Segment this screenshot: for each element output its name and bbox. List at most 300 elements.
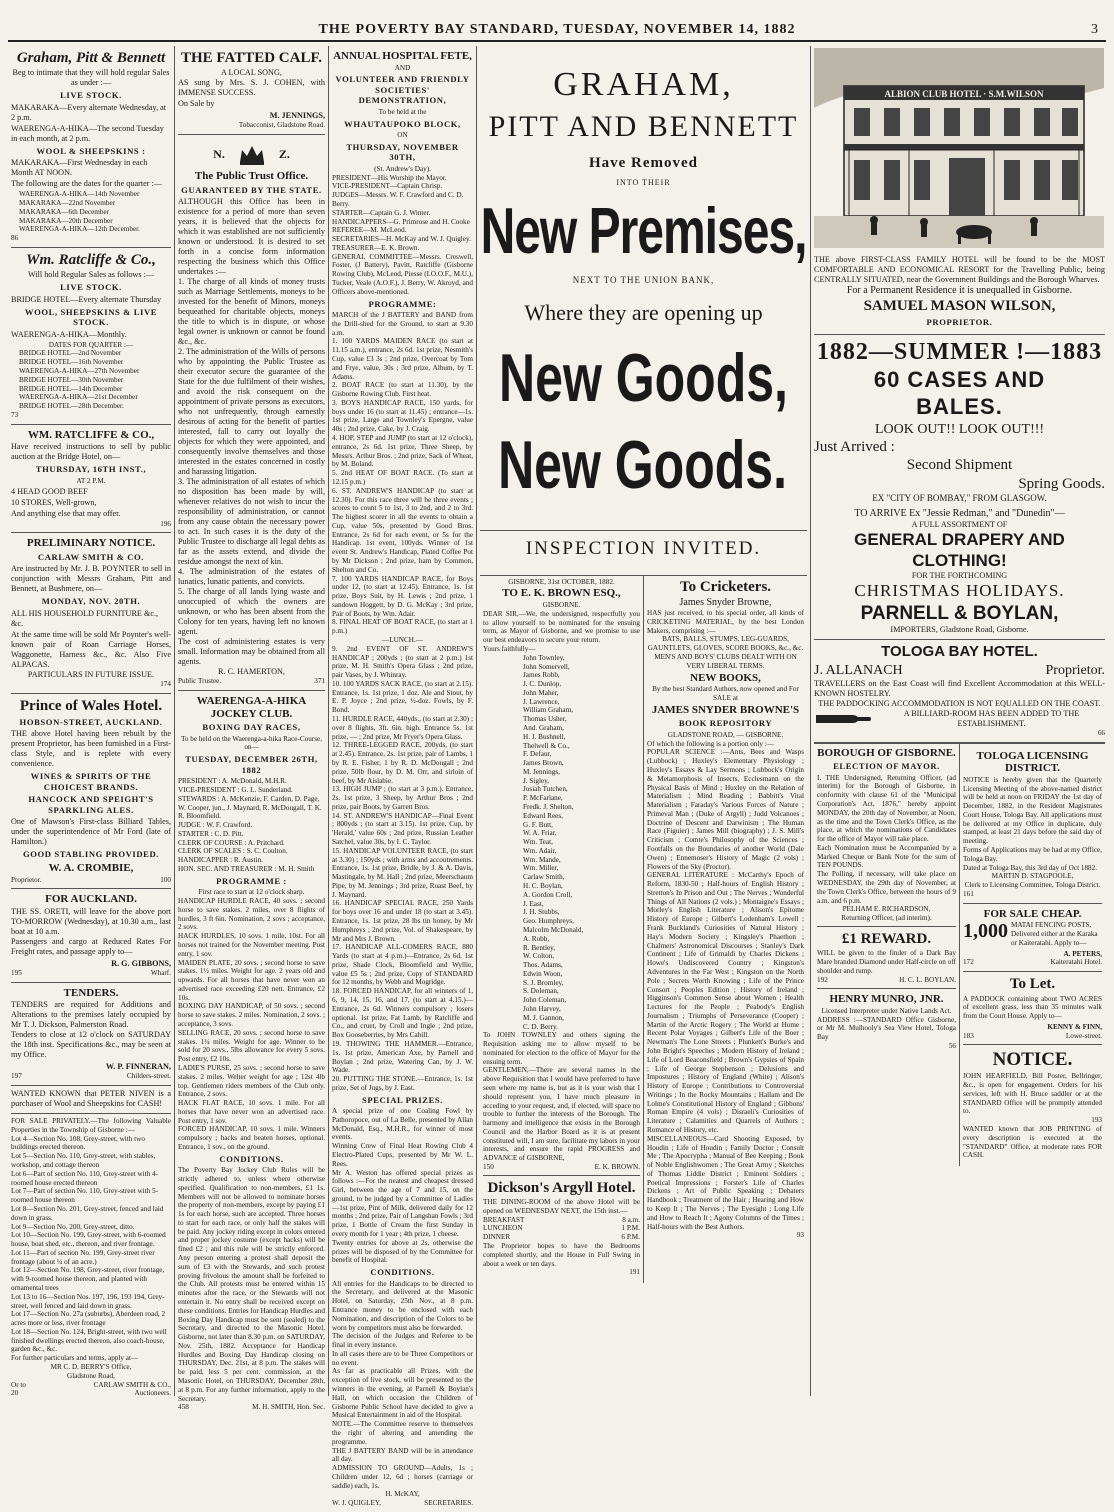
ad-text: HAS just received, to his special order, all kinds of CRICKETING MATERIAL, by the best London Makers, comprising :—	[647, 609, 804, 635]
ad-subheading: LIVE STOCK.	[60, 282, 122, 293]
agent-name: MR C. D. BERRY'S Office,	[50, 1363, 132, 1372]
summer-line-6: Second Shipment	[906, 457, 1013, 474]
signatory-name: G. F. Butt,	[523, 820, 553, 829]
date-item: BRIDGE HOTEL—16th November	[19, 358, 124, 367]
summer-line-15: IMPORTERS, Gladstone Road, Gisborne.	[890, 625, 1029, 635]
ad-text: WANTED KNOWN that PETER NIVEN is a purchaser of Wool and Sheepskins for CASH!	[11, 1089, 171, 1109]
summer-line-3: BALES.	[916, 394, 1003, 420]
ad-text: WAERENGA-A-HIKA—Monthly.	[11, 329, 127, 339]
event-item: 17. HANDICAP ALL-COMERS RACE, 880 Yards (to start at 4 p.m.)—Entrance, 2s 6d. 1st prize, Shade Clock, Bloomfield and Wyllie, value £5 5s ; 2nd prize, Copy of STANDARD for 12 months, by Webb and Mogridge.	[332, 943, 473, 987]
ad-text: WANTED known that JOB PRINTING of every description is executed at the "STANDARD" Office, at moderate rates FOR CASH.	[963, 1124, 1102, 1160]
ad-tologa-bay-hotel	[814, 640, 1105, 742]
seller-name: M. JENNINGS,	[269, 111, 325, 121]
race-date: TUESDAY, DECEMBER 26TH, 1882	[185, 754, 318, 775]
signatory: H. McKAY,	[385, 1490, 420, 1499]
crest-row	[178, 142, 325, 166]
signatory-name: H. J. Bushnell,	[523, 732, 566, 741]
ad-notice	[963, 1045, 1102, 1164]
shop-address: GLADSTONE ROAD, — GISBORNE.	[667, 730, 784, 739]
ad-text: THE above FIRST-CLASS FAMILY HOTEL will be found to be the MOST COMFORTABLE AND ECONOMICAL RESORT for the Travelling Public, being CENTRALLY SITUATED, near the Government Buildings and the Borough Wharves.	[814, 255, 1105, 284]
seller-role: Tobacconist, Gladstone Road.	[238, 121, 325, 130]
ad-footer	[817, 976, 956, 985]
auction-time: AT 2 P.M.	[76, 476, 106, 485]
event-item: 1. 100 YARDS MAIDEN RACE (to start at 11.15 a.m.), entrance, 2s 6d. 1st prize, Nesmith's Cup, value £3 3s ; 2nd prize, Overcoat by Tom and Frye, value, 30s ; 3rd prize, Album, by T. Adams.	[332, 337, 473, 381]
ad-text: 5. The charge of all lands lying waste and unoccupied of which the owners are unknown, or who has been absent from the Colony for ten years, having left no known agent.	[178, 587, 325, 637]
column-4	[476, 46, 810, 1396]
ad-title: To Cricketers.	[679, 578, 772, 595]
ad-lead: Beg to intimate that they will hold regular Sales as under :—	[12, 68, 170, 88]
ad-text: NOTICE is hereby given that the Quarterly Licensing Meeting of the above-named district will be held at noon on FRIDAY the 1st day of December, 1882, in the Resident Magistrates Court House, Tologa Bay. All applications must be delivered at my Office in duplicate, duly stamped, at least 21 days before the said day of meeting.	[963, 775, 1102, 846]
summer-line-2: 60 CASES AND	[873, 367, 1046, 393]
ad-text: Have received instructions to sell by public auction at the Bridge Hotel, on—	[11, 442, 171, 462]
agent-name: CARLAW SMITH & CO.,	[93, 1380, 171, 1389]
summer-line-4: LOOK OUT!! LOOK OUT!!!	[874, 421, 1045, 437]
programme-heading: PROGRAMME :	[216, 875, 287, 886]
signatory-name: James Brown,	[523, 759, 564, 768]
ad-public-trust-office	[178, 135, 325, 691]
ad-text: NOTE.—The Committee reserve to themselves the right of altering and amending the programme.	[332, 1420, 473, 1446]
ad-text: THE above Hotel having been rebuilt by the present Proprietor, has been furnished in a First-class Style, and is replete with every convenience.	[11, 729, 171, 769]
date-item: MAKARAKA—6th December	[19, 207, 110, 216]
agent-role: Auctioneers.	[134, 1389, 171, 1398]
ad-title: NOTICE.	[992, 1049, 1073, 1071]
book-list: POPULAR SCIENCE :—Ants, Bees and Wasps (Lubbock) ; Huxley's Elementary Physiology ; Huxley's Essays & Lay Sermons ; Lubbock's Origin & Metamorphosis of Insects, Ecclesmann on the Physical Basis of Mind ; Huxley on the Relation of Materialism ; Mind Reading ; Babbitt's Vital Materialism ; Faraday's Various Forces of Nature ; Primeval Man ; (Duke of Argyll) ; Judd Volcanoes ; Doctrine of Descent and Darwinism ; The Human Race (Figuier) ; James Mill (biography) ; J. S. Mill's Criticism ; Comte's Philosophy of the Sciences ; Footfalls on the Boundaries of another World (Dale Owen) ; Ennemoser's History of Magic (2 vols) ; Flowers of the Sky (Proctor).	[647, 748, 804, 871]
officer-item: HON. SEC. AND TREASURER : M. H. Smith	[178, 865, 315, 874]
meal-time: 6 P.M.	[621, 1233, 640, 1242]
ad-licensing-district	[963, 746, 1102, 904]
ad-text: Mr A. Weston has offered special prizes as follows :—For the neatest and cheapest dressed Girl, between the age of 7 and 15, on the ground, to be judged by a Committee of Ladies—1st prize, Pint of Milk, delivered daily for 12 months ; 2nd prize, Pair of Langshan Fowls ; 3rd prize, 1 Bottle of Cream the first Sunday in every month for 1 year ; 4th prize, 1 cheese.	[332, 1168, 473, 1239]
graham-line-4: INTO THEIR	[616, 178, 671, 188]
ad-on: ON	[397, 131, 408, 140]
ad-text: WINES & SPIRITS OF THE CHOICEST BRANDS.	[30, 771, 152, 792]
proprietor-name: J. ALLANACH	[814, 662, 903, 678]
programme-heading: PROGRAMME:	[368, 298, 437, 309]
lot-item: Lot 7—Part of section No. 110, Grey-street with 5-roomed house thereon	[11, 1187, 159, 1205]
graham-line-10: INSPECTION INVITED.	[480, 530, 807, 560]
meal-time: 1 P.M.	[621, 1224, 640, 1233]
ad-text: ADDRESS :—STANDARD Office Gisborne, or Mr M. Mulhooly's Sea View Hotel, Tologa Bay	[817, 1015, 956, 1042]
sale-date: MONDAY, NOV. 20TH.	[41, 596, 141, 607]
signatory-name: J. East,	[523, 899, 544, 908]
ad-text: To be held on the Waerenga-a-hika Race-Course, on—	[180, 734, 323, 752]
ad-and: AND	[394, 63, 411, 72]
ad-text: All entries for the Handicaps to be directed to the Secretary, and delivered at the Masonic Hotel, on Saturday, 25th Nov., at 8 p.m. Entrance money to be enclosed with each Nomination, and description of the Colors to be worn by competitors must also be forwarded.	[332, 1279, 473, 1332]
ad-number: 193	[1091, 1116, 1102, 1125]
lot-line: 4 HEAD GOOD BEEF	[11, 486, 88, 496]
ad-text: MAKARAKA—First Wednesday in each Month AT NOON.	[11, 158, 148, 178]
meal-row	[483, 1233, 640, 1242]
ad-number: 66	[1097, 728, 1105, 737]
signatory-name: W. Colton,	[523, 952, 555, 961]
signatory-name: H. C. Boylan,	[523, 882, 563, 891]
ad-text: THE PADDOCKING ACCOMMODATION IS NOT EQUALLED ON THE COAST.	[818, 698, 1101, 708]
ad-title: FOR SALE CHEAP.	[983, 907, 1082, 920]
ad-footer	[11, 1389, 171, 1398]
signatory-name: R. Bentley,	[523, 943, 556, 952]
ad-subheading: LIVE STOCK.	[60, 90, 122, 101]
ad-title: THE FATTED CALF.	[181, 50, 322, 66]
event-item: —LUNCH.—	[382, 636, 423, 644]
meal-row	[483, 1224, 640, 1233]
ad-text: THE SS. ORETI, will leave for the above port TO-MORROW (Wednesday), at 10.30 a.m., last boat at 10 a.m.	[11, 906, 171, 936]
meal-name: DINNER	[483, 1233, 511, 1242]
summer-line-1: 1882—SUMMER !—1883	[816, 338, 1103, 365]
column-2	[174, 46, 328, 1412]
ad-subheading: GUARANTEED BY THE STATE.	[181, 184, 322, 195]
officer-item: STARTER : C. D. Pitt.	[178, 829, 244, 838]
signatory-name: Josiah Tutchen,	[523, 785, 568, 794]
ad-text: A BILLIARD-ROOM HAS BEEN ADDED TO THE ESTABLISHMENT.	[903, 708, 1080, 728]
signatory-name: S. Doleman,	[523, 987, 559, 996]
ad-text: Yours faithfully—	[483, 644, 536, 653]
event-item: 6. ST. ANDREW'S HANDICAP (to start at 12.30). For this race three will be three events ; scores to count 5 to 1st, 3 to 2nd, and 2 to 3rd. The highest scorer in all the events to obtain a Cup, value 50s, presented by Good Bros. Entrance, 2s 6d for each event, or 5s for the Handicap. 1st event, 100yds. Winner of 1st event St. Andrew's Handicap, Plated Coffee Pot by Mr Dickson ; 2nd prize, ham by Common, Shelton and Co.	[332, 486, 473, 574]
event-item: 2. BOAT RACE (to start at 11.30), by the Gisborne Rowing Club. First heat.	[332, 381, 473, 399]
signatory: A. PETERS,	[1063, 949, 1102, 958]
proprietor-role: PROPRIETOR.	[926, 317, 993, 328]
signatory: PELHAM E. RICHARDSON,	[842, 905, 931, 914]
signatory-name: William Graham,	[523, 706, 574, 715]
summer-line-9: TO ARRIVE Ex "Jessie Redman," and "Dunedin"—	[854, 507, 1065, 519]
lot-line: 10 STORES, Well-grown,	[11, 497, 97, 507]
ad-text: By the best Standard Authors, now opened and For SALE at	[652, 685, 799, 702]
masthead	[0, 0, 1114, 44]
ad-text: Dated at Tologa Bay, this 3rd day of Oct 1882.	[963, 863, 1098, 872]
ad-text: Winning Crew of Final Heat Rowing Club 4 Electro-Plated Cups, presented by Mr W. L. Rees.	[332, 1142, 473, 1168]
signatory-name: John Harvey,	[523, 1004, 561, 1013]
signatory-name: J. H. Stubbs,	[523, 908, 560, 917]
column-5	[810, 46, 1108, 1396]
book-list: MISCELLANEOUS—Card Shooting Exposed, by Houdin ; Life of Houdin ; Family Doctor ; Consult Me ; The Apocrypha ; Manual of Bee Keeping ; Book of Noble Englishwomen ; The Great Army ; Sketches of Thomas Liddie District ; Eminent Soldiers ; Poetical Impressions ; Forster's Life of Charles Dickens ; Art of Public Speaking ; Debaters Handbook ; Treatment of the Hair ; Hearing and How to Keep It ; The Nerves ; The Eyesight ; Long Life and How to Reach It ; Agony Columns of the Times ; Half-hours with the Best Authors.	[647, 1134, 804, 1231]
ad-title: WM. RATCLIFFE & CO.,	[27, 428, 155, 441]
shop-subheading: BOOK REPOSITORY	[678, 718, 773, 729]
ad-footer	[11, 1381, 171, 1390]
ad-text: BRIDGE HOTEL—Every alternate Thursday	[11, 294, 162, 304]
ad-text: GOOD STABLING PROVIDED.	[22, 849, 160, 860]
ad-prince-of-wales-hotel	[11, 694, 171, 890]
special-prizes-heading: SPECIAL PRIZES.	[361, 1094, 444, 1105]
race-item: HACK FLAT RACE, 10 sovs. 1 mile. For all horses that have never won an advertised race. Post entry, 1 sov.	[178, 1099, 325, 1125]
ad-number: 93	[796, 1231, 804, 1240]
ad-title: WAERENGA-A-HIKA JOCKEY CLUB.	[196, 694, 307, 720]
event-item: 12. THREE-LEGGED RACE, 200yds, (to start at 2.45). Entrance, 2s. 1st prize, pair of Lambs, 1 by R. E. Fisher, 1 by R. D. McDougall ; 2nd prize, 50lb flour, by D. M. Orr, and sirloin of beef, by Mr Aislabie.	[332, 741, 473, 785]
signatory-name: John Coleman,	[523, 996, 567, 1005]
lot-item: Lot 18—Section No. 124, Bright-street, with two well finished dwellings erected thereon, also coach-house, garden &c., &c.	[11, 1327, 167, 1354]
agent-location: Wharf.	[150, 968, 171, 977]
officer-item: TREASURER—E. K. Brown.	[332, 243, 420, 252]
ad-footer	[963, 1032, 1102, 1041]
ad-footer	[11, 969, 171, 978]
ad-reward	[817, 926, 956, 989]
graham-line-8: New Goods,	[499, 340, 788, 417]
officer-item: PRESIDENT—His Worship the Mayor.	[332, 173, 447, 182]
signatory-name: Geo. Humphreys,	[523, 917, 574, 926]
officer-item: JUDGE : W. F. Crawford.	[178, 821, 253, 830]
signatory-name: M. Jennings,	[523, 767, 560, 776]
ad-text: Forms of Applications may be had at my Office, Tologa Bay.	[963, 846, 1102, 863]
ad-subheading: HOBSON-STREET, AUCKLAND.	[19, 716, 163, 727]
event-item: 10. 100 YARDS SACK RACE, (to start at 2.15). Entrance, 1s. 1st prize, 1 doz. Ale and Stout, by E. P. Joyce ; 2nd prize, ½-doz. Fowls, by F. Bond.	[332, 679, 473, 715]
officer-item: SECRETARIES—H. McKay and W. J. Quigley.	[332, 235, 471, 244]
masthead-title: THE POVERTY BAY STANDARD, TUESDAY, NOVEMBER 14, 1882	[318, 22, 796, 37]
signatory-name: James Robb,	[523, 671, 560, 680]
signatory-name: Malcolm McDonald,	[523, 925, 584, 934]
ad-number: 191	[629, 1268, 640, 1277]
shop-name: JAMES SNYDER BROWNE'S	[651, 703, 800, 716]
proprietor-role: Proprietor.	[1045, 662, 1105, 678]
event-item: 13. HIGH JUMP ; (to start at 3 p.m.). Entrance, 2s. 1st prize, 3 Sheep, by Arthur Bros ; 2nd prize, pair Boots, by Garrett Bros.	[332, 785, 473, 811]
ad-text: To be held at the	[378, 107, 427, 116]
ad-number: 183	[963, 1031, 974, 1040]
crest-letter: Z.	[278, 146, 290, 161]
ad-text: As far as practicable all Prizes, with the exception of live stock, will be presented to the winners in the evening, at Parnell & Boylan's Hall, on which occasion the Children of Gisborne Public School have decided to give a Musical Entertainment in aid of the Hospital.	[332, 1367, 473, 1420]
ad-text: Tenders to close at 12 o'clock on SATURDAY the 18th inst. Specifications &c., may be seen at my Office.	[11, 1030, 171, 1060]
officer-item: HANDICAPPER : R. Austin.	[178, 856, 263, 865]
ad-text: HANCOCK AND SPEIGHT'S SPARKLING ALES.	[28, 794, 154, 815]
ad-title: BOROUGH OF GISBORNE.	[817, 746, 956, 759]
ad-title: TOLOGA BAY HOTEL.	[881, 643, 1038, 661]
summer-line-7: Spring Goods.	[1018, 475, 1105, 492]
date-item: WAERENGA-A-HIKA—14th November	[19, 190, 140, 199]
ad-text: A special prize of one Coaling Fowl by Pathoropoce, out of La Belle, presented by Allan McDonald, Esq., M.H.R., for winner of most events.	[332, 1107, 473, 1142]
signatory-name: W. A. Friar,	[523, 829, 557, 838]
date-item: MAKARAKA—22nd November	[19, 199, 116, 207]
ad-subheading: BOXING DAY RACES,	[202, 722, 301, 733]
signatory-name: Thos. Adams,	[523, 961, 563, 970]
meal-name: BREAKFAST	[483, 1215, 525, 1224]
subcolumn-right	[959, 744, 1105, 1167]
signatory-name: Thomas Usher,	[523, 715, 567, 724]
event-item: 7. 100 YARDS HANDICAP RACE, for Boys under 12, (to start at 12.45). Entrance, 1s. 1st prize, Boys Suit, by H. Lewis ; 2nd prize, 1 sandown Hoggett, by D. G. McKay ; 3rd prize, Pair of Boots, by Wm. Adair.	[332, 574, 473, 618]
crown-icon	[237, 142, 267, 166]
subcolumn-right	[643, 576, 807, 1283]
ad-text: JOHN HEARFIELD, Bill Poster, Bellringer, &c., is open for engagement. Orders for his services, left with H. Bruce saddler or at the STANDARD Office will be promptly attended to.	[963, 1072, 1102, 1116]
ad-text: 1. The charge of all kinds of money trusts such as Marriage Settlements, moneys to be invested for the benefit of Minors, moneys bequeathed for charitable objects, moneys the title to which is in dispute, or whose legal owner is unknown or cannot be found &c., &c.	[178, 277, 325, 347]
ad-number: 150	[483, 1163, 494, 1172]
signatory-name: Fredk. J. Shelton,	[523, 803, 574, 812]
requisition-place: GISBORNE.	[542, 601, 581, 610]
ad-text: MAKARAKA—Every alternate Wednesday, at 2 p.m.	[11, 102, 167, 122]
ad-text: Of which the following is a portion only :—	[647, 739, 774, 748]
lot-item: Lot 5—Section No. 110, Grey-street, with stables, workshop, and cottage thereon	[11, 1152, 156, 1170]
firm-name: CARLAW SMITH & CO.	[37, 551, 145, 562]
signatory: E. K. BROWN.	[594, 1163, 640, 1172]
ad-hospital-fete	[332, 46, 473, 1512]
ad-title: The Public Trust Office.	[194, 170, 309, 183]
ad-text: Licensed Interpreter under Native Lands Act.	[821, 1006, 952, 1015]
signatory: W. P. FINNERAN,	[105, 1062, 171, 1072]
ad-text: 4. The administration of the estates of lunatics, lunatic patients, and convicts.	[178, 567, 325, 587]
agent-address: Gladstone Road,	[67, 1371, 115, 1380]
ad-footer	[11, 1072, 171, 1081]
ad-text: Each Nomination must be Accompanied by a Marked Cheque or Bank Note for the sum of TEN POUNDS.	[817, 843, 956, 870]
summer-line-14: PARNELL & BOYLAN,	[860, 603, 1059, 625]
signatory-name: M. J. Gannon,	[523, 1013, 564, 1022]
books-heading: NEW BOOKS,	[690, 671, 761, 684]
ad-text: Passengers and cargo at Reduced Rates For Freight rates, and passage apply to—	[11, 936, 171, 956]
ad-for-auckland	[11, 889, 171, 982]
ad-text: The cost of administering estates is very small. Information may be obtained from all agents.	[178, 637, 325, 667]
ad-number: 371	[314, 677, 325, 686]
merchant-name: James Snyder Browne,	[679, 596, 772, 608]
column-3	[328, 46, 476, 1508]
column-1	[8, 46, 174, 1396]
ad-ratcliffe-livestock	[11, 248, 171, 425]
signatory-location: Kaiteratahi Hotel.	[1050, 958, 1102, 967]
proprietor-role: Proprietor.	[11, 875, 42, 884]
ad-dickson-argyll-hotel	[483, 1175, 640, 1281]
graham-line-7: Where they are opening up	[524, 299, 763, 325]
graham-line-6: NEXT TO THE UNION BANK,	[572, 274, 715, 285]
page-number: 3	[1091, 22, 1098, 37]
ad-number: 100	[160, 875, 171, 884]
signatory-role: Returning Officer, (ad interim).	[841, 914, 932, 923]
requisition-title: TO E. K. BROWN ESQ.,	[502, 587, 621, 600]
ad-text: AS sung by Mrs. S. J. COHEN, with IMMENSE SUCCESS.	[178, 78, 325, 98]
proprietor-row	[814, 662, 1105, 679]
ad-tenders	[11, 983, 171, 1086]
billiard-row	[814, 709, 1105, 729]
ad-number: 56	[948, 1042, 956, 1051]
signatory-name: Wm. Adair,	[523, 846, 557, 855]
ad-text: DEAR SIR,—We, the undersigned, respectfully you to allow yourself to be nominated for the ensuing term, as Mayor of Gisborne, and we promise to use our best endeavors to secure your return.	[483, 609, 640, 645]
signatory-name: J. C. Dunlop,	[523, 680, 562, 689]
ad-text: MATAI FENCING POSTS, Delivered either at the Karaka or Kaiteratahi. Apply to—	[1011, 921, 1098, 947]
ad-subheading: ELECTION OF MAYOR.	[833, 761, 940, 772]
race-item: MAIDEN PLATE, 20 sovs. ; second horse to save stakes. 1½ miles. Weight for age. 2 years old and upwards. For all horses that have never won an advertised race exceeding £20 nett. Entrance, £2 10s.	[178, 958, 325, 1002]
ad-title: HENRY MUNRO, JNR.	[829, 993, 944, 1006]
ad-text: For further particulars and terms, apply at—	[11, 1354, 139, 1363]
ad-footer	[178, 677, 325, 686]
ad-text: BATS, BALLS, STUMPS, LEG-GUARDS, GAUNTLETS, GLOVES, SCORE BOOKS, &c., &c.	[647, 635, 804, 653]
conditions-heading: CONDITIONS.	[219, 1153, 284, 1164]
officer-item: JUDGES—Messrs. W. F. Crawford and C. D. Berry.	[332, 191, 464, 209]
lot-item: Lot 6—Part of section No. 110, Grey-street with 4-roomed house erected thereon	[11, 1169, 159, 1187]
ad-title: Dickson's Argyll Hotel.	[487, 1179, 636, 1196]
summer-line-8: EX "CITY OF BOMBAY," FROM GLASGOW.	[872, 492, 1047, 503]
ad-footer	[483, 1163, 640, 1172]
ad-text: The following are the dates for the quarter :—	[11, 179, 162, 189]
race-item: LADIE'S PURSE, 25 sovs. ; second horse to save stakes. 2 miles. Welter weight for age ; 12st 4lb top. Gentlemen riders members of the Club only. Entrance, 2 sovs.	[178, 1063, 325, 1099]
ad-graham-new-premises	[480, 64, 807, 561]
signatory-name: F. Defaur,	[523, 750, 552, 759]
ad-number: 20	[11, 1389, 19, 1398]
signatory: M. H. SMITH, Hon. Sec.	[252, 1403, 325, 1412]
date-item: WAERENGA-A-HIKA—27th November	[19, 366, 140, 375]
ad-title: PRELIMINARY NOTICE.	[26, 537, 156, 550]
meal-time: 8 a.m.	[622, 1215, 640, 1224]
ad-title: £1 REWARD.	[841, 930, 932, 947]
column-5-subcolumns	[814, 743, 1105, 1167]
proprietor-name: SAMUEL MASON WILSON,	[863, 298, 1056, 315]
conditions-text: The Poverty Bay Jockey Club Rules will be strictly adhered to, unless where otherwise specified. Qualification to non-members, £1 1s. Members will not be allowed to nominate horses the property of non-members, except by paying £1 1s for each horse, such are accepted. Three horses to start for each race, or only half the stakes will be paid. Any jockey riding except in colors entered and proper jockey costume (except hacks) will be fined £2 ; and this rule will be strictly enforced. Any person entering a protest shall deposit the sum of £3 with the Stewards, and such protest proving frivolous the amount shall be forfeited to the Club. All protests must be entered within 15 minutes after the race, or the Stewards will not entertain it. No entry shall be received except on these conditions. Entries for Handicap Hurdles and Boxing Day Handicap must be sent (sealed) to the Secretary, and directed to the Masonic Hotel, Gisborne, not later than 8.30 p.m. on SATURDAY, Nov. 25th, 1882. Acceptance for Handicap Hurdles and Boxing Day Handicap closing on THURSDAY, Dec. 21st, at 8 p.m. The stakes will be paid, less 5 per cent. commission, at the Masonic Hotel, on THURSDAY, December 28th, at 8 p.m. For any further information, apply to the Secretary.	[178, 1166, 325, 1403]
book-list: GENERAL LITERATURE : McCarthy's Epoch of Reform, 1830-50 ; Half-hours of English History ; Stretton's In Prison and Out ; The Nerves ; Wonderful Things of All Nations (2 vols.) ; Montaigne's Essays ; Morley's English Literature ; Alison's Epitome History of Europe ; Gilbert's Lodenham's Lowell ; Frank Buckland's Curiosities of Natural History ; Hay's Modern Society ; Kingsley's Phaethon ; Chalmers' Astronomical Discourses ; Stanley's Dark Continent ; Life of Grimaldi by Charles Dickens ; Howe's Undiscovered Country ; Kingston's Adventures in the Far West ; Kingston on the North Pole ; Secrets Worth Knowing ; Life of the Prince Consort ; Peoples Edition ; History of Ireland ; Higginson's Common Sense about Women ; Health Lectures for the People ; Peabody's English Journalism ; Triumphs of Perseverance (Cooper) ; Martin of the Arctic Rogery ; The World at Home ; Recent Polar Voyages ; Gilbert's Life of the Boer ; Newman's The Lone Streets ; Plunkett's Burke's and John Bright's Speeches ; Modern History of Ireland ; Life of Lord Beaconsfield ; Brown's Gypsies of Spain ; Life of George Stephenson ; Delusions and Impostures ; History of England (White) ; Alison's History of Europe ; Contributions to Controversial Writings ; In the Rocky Mountains ; Hallam and De Lolme's Constitutional History of England ; Gibbons' Roman Empire (4 vols) ; Disraeli's Curiosities of Literature ; Calamities and Quarrels of Authors ; Romance of History, etc.	[647, 871, 804, 1135]
ad-text: 2. The administration of the Wills of persons who by appointing the Public Trustee as their executor secure the guarantee of the State for the due fulfilment of their wishes, and avoid the risk consequent on the appointment of private persons as executors, who not unfrequently, through earnestly desirous of acting for the benefit of parties interested, fall to carry out loyally the objects for which they were appointed, and consequently involve themselves and those interested in the estates concerned in costly and harassing litigation.	[178, 347, 325, 477]
ad-to-let	[963, 972, 1102, 1045]
signatory-name: S. J. Bromley,	[523, 978, 564, 987]
signatory-name: John Maher,	[523, 688, 559, 697]
meal-times	[483, 1216, 640, 1242]
subcolumn-left	[814, 744, 959, 1167]
graham-line-2: PITT AND BENNETT	[488, 110, 799, 144]
ad-footer	[11, 876, 171, 885]
ad-subheading: A LOCAL SONG,	[221, 68, 282, 78]
date-list	[11, 349, 171, 410]
summer-line-13: CHRISTMAS HOLIDAYS.	[854, 581, 1065, 601]
venue: WHAUTAUPOKO BLOCK,	[344, 118, 461, 129]
officer-item: VICE-PRESIDENT : G. L. Sunderland.	[178, 786, 293, 795]
event-item: 15. HANDICAP VOLUNTEER RACE, (to start at 3.30) ; 150yds ; with arms and accoutrements. Entrance, 1s. 1st prize, Bridle, by J. & A. Davis, Mastingale, by M. Hall ; 2nd prize, Meerschaum Pipe, by M. Jennings ; 3rd prize, Roast Beef, by J. Maynard.	[332, 846, 473, 899]
event-item: 14. ST. ANDREW'S HANDICAP—Final Event ; 800yds ; (to start at 3.15). 1st prize, Cup, by 'Herald,' value 60s ; 2nd prize, Russian Leather Satchel, value 30s, by I. C. Taylor.	[332, 811, 473, 846]
ad-text: TRAVELLERS on the East Coast will find Excellent Accommodation at this WELL-KNOWN HOSTELRY.	[814, 678, 1105, 698]
ad-number: 196	[160, 519, 171, 528]
ad-interpreter	[817, 989, 956, 1055]
ad-text: First race to start at 12 o'clock sharp.	[198, 888, 305, 897]
ad-text: ADMISSION TO GROUND—Adults, 1s ; Children under 12, 6d ; horses (carriage or saddle) each, 1s.	[332, 1464, 473, 1490]
ad-summer-goods	[814, 335, 1105, 640]
lot-line: And anything else that may offer.	[11, 508, 121, 518]
ad-number: 197	[11, 1072, 22, 1081]
date-item: BRIDGE HOTEL—14th December	[19, 384, 123, 393]
signatory-name: Wm. Teat,	[523, 838, 553, 847]
ad-albion-hotel	[814, 252, 1105, 335]
ad-title: TENDERS.	[63, 986, 119, 999]
signatory-name: Edward Rees,	[523, 811, 563, 820]
albion-hotel-illustration	[814, 48, 1104, 248]
meal-row	[483, 1216, 640, 1225]
date-item: WAERENGA-A-HIKA—12th December.	[19, 225, 140, 234]
ad-text: 3. The administration of all estates of which no disposition has been made by will, whenever relatives do not wish to incur the responsibility of administration, or cannot from any cause obtain the necessary power to act. In such cases it is the duty of the Public Trustee to discharge all legal debts as far as the assets extend, and divide the residue amongst the next of kin.	[178, 477, 325, 567]
ad-number: 86	[11, 234, 19, 243]
ad-text: Are instructed by Mr. J. B. POYNTER to sell in conjunction with Messrs Graham, Pitt and Bennett, at Bushmere, on—	[11, 564, 171, 594]
officer-item: GENERAL COMMITTEE—Messrs. Creswell, Foster, (J Battery), Pavitt, Ratcliffe (Gisborne Rowing Club), McLeod, Piesse (I.O.O.F., M.U.), Tucker, Veale (A.O.F.), J. Berry, W. Akroyd, and Officers above-mentioned.	[332, 252, 473, 296]
officer-item: VICE-PRESIDENT—Captain Chrisp.	[332, 182, 443, 191]
event-item: 18. FORCED HANDICAP, for all winners of 1, 6, 9, 14, 15, 16, and 17, (to start at 4.15.)—Entrance, 2s 6d. Winners compulsory ; losers optional. 1st prize, Fat Lamb, by Ratcliffe and Co., and cruet, by Croll and Ingle ; 2nd prize, Box Gooseberries, by Mrs Cahill.	[332, 987, 473, 1040]
race-item: HACK HURDLES, 10 sovs. 1 mile, 10st. For all horses not trained for the November meeting. Post entry, 1 sov.	[178, 932, 325, 958]
signatory-name: And. Graham,	[523, 723, 564, 732]
lot-item: Lot 9—Section No. 200, Grey-street, ditto.	[11, 1222, 135, 1231]
ad-text: DATES FOR QUARTER :—	[48, 340, 134, 349]
ad-text: WILL be given to the finder of a Dark Bay Mare branded Diamond under Half-circle on off shoulder and rump.	[817, 949, 956, 975]
ad-text: At the same time will be sold Mr Poynter's well-known pair of Roan Carriage Horses, Waggonette, Harness &c., &c. Also Five ALPACAS.	[11, 629, 171, 669]
race-item: FORCED HANDICAP, 10 sovs. 1 mile. Winners compulsory ; hacks and beaten horses, optional. Entrance, 1 sov., on the ground.	[178, 1125, 325, 1151]
posts-row	[963, 921, 1102, 947]
race-item: SELLING RACE, 20 sovs. ; second horse to save stakes. 1¼ miles. Weight for age. Winner to be sold for 20 sovs., 5lbs allowance for every 5 sovs. Post entry, £2 10s.	[178, 1028, 325, 1064]
ad-number: 195	[11, 968, 22, 977]
dateline: GISBORNE, 31st OCTOBER, 1882.	[508, 577, 615, 586]
signatory-name: A. Gordon Croll,	[523, 890, 573, 899]
date-list	[11, 190, 171, 234]
ad-number: 161	[963, 889, 974, 898]
signatory: R. C. HAMERTON,	[218, 667, 285, 677]
event-item: 16. HANDICAP SPECIAL RACE, 250 Yards for boys over 16 and under 18 (to start at 3.45). Entrance, 1s. 1st prize, 28 lbs tin honey, by Mr Humphreys ; 2nd prize, Vol. of Shakespeare, by Mr and Mrs J. Brown.	[332, 899, 473, 943]
ad-title: To Let.	[1009, 976, 1056, 993]
ad-text: GENTLEMEN,—There are several names in the above Requisition that I would have preferred to have seen where my name is, but as it is your wish that I should represent you, I have much pleasure in acceding to your request, and, if elected, will space no trouble to further the interests of the Borough. The harmony and intelligence that exists in the Borough Council and the Harbor Board as it is at present constituted will, I am sure, facilitate my labors in your interests, and ensure the rapid PROGRESS and ADVANCE of GISBORNE,	[483, 1066, 640, 1163]
meal-name: LUNCHEON	[483, 1224, 523, 1233]
date-item: BRIDGE HOTEL—2nd November	[19, 349, 122, 358]
agent-name: R. G. GIBBONS,	[111, 958, 171, 968]
event-item: 19. THOWING THE HAMMER.—Entrance, 1s. 1st prize, American Axe, by Parnell and Boylan ; 2nd prize, Watering Can, by J. W. Wade.	[332, 1039, 473, 1075]
ad-preliminary-notice	[11, 533, 171, 693]
signatory-location: Childers-street.	[126, 1072, 171, 1081]
ad-number: 73	[11, 410, 19, 419]
officer-item: STEWARDS : A. McKenzie, F. Carden, D. Page, W. Cooper, jun., J. Maynard, R. McDougall, T. K. R. Bloomfield.	[178, 794, 322, 821]
event-item: 11. HURDLE RACE, 440yds., (to start at 2.30) ; over 8 flights, 3ft. 6in. high. Entrance 5s. 1st prize, — ; 2nd prize, Mr Fryer's Opera Glass.	[332, 715, 473, 741]
ad-text: PARTICULARS IN FUTURE ISSUE.	[27, 669, 155, 679]
officer-item: CLERK OF SCALES : S. C. Coulton.	[178, 847, 288, 856]
signatory: H. C. L. BOYLAN.	[899, 975, 956, 984]
ad-jockey-club	[178, 691, 325, 1416]
ad-title: Graham, Pitt & Bennett	[16, 50, 166, 66]
